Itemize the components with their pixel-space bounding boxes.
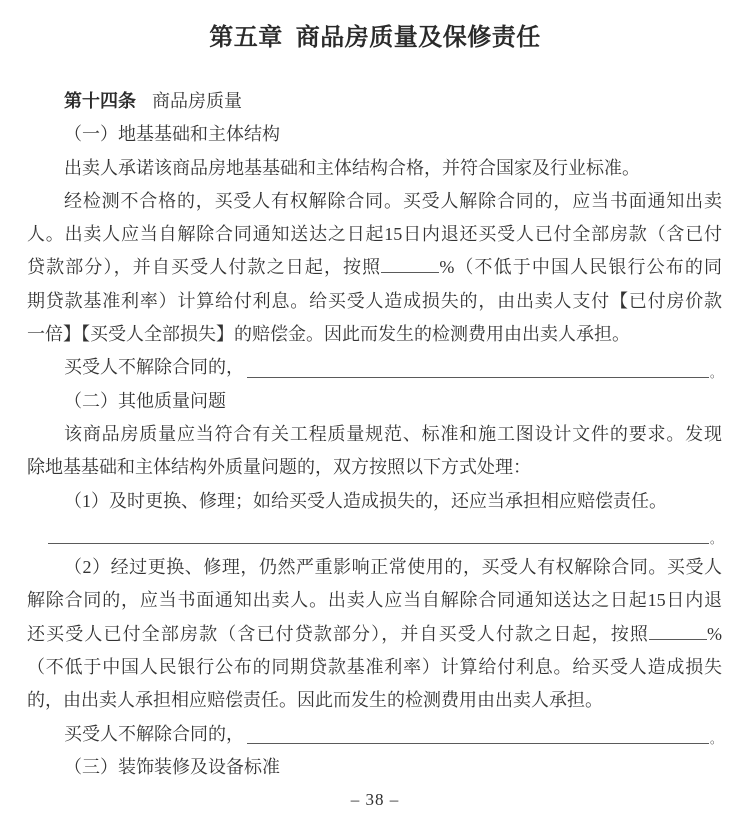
text-run: 买受人不解除合同的，	[64, 357, 244, 378]
blank-underline-field	[247, 743, 709, 744]
text-run: 商品房质量	[152, 91, 242, 111]
text-run: 买受人不解除合同的，	[64, 723, 244, 744]
period-mark: 。	[709, 731, 722, 746]
document-body	[27, 85, 722, 784]
document-line	[27, 385, 722, 418]
period-mark: 。	[709, 365, 722, 380]
page-number: – 38 –	[350, 790, 400, 809]
text-run: 解除合同的，应当书面通知出卖人。出卖人应当自解除合同通知送达之日起15日内退	[27, 590, 722, 611]
document-line	[27, 418, 722, 451]
text-run: （不低于中国人民银行公布的同期贷款基准利率）计算给付利息。给买受人造成损失	[27, 657, 722, 678]
text-run: （1）及时更换、修理；如给买受人造成损失的，还应当承担相应赔偿责任。	[64, 490, 667, 511]
document-line	[27, 118, 722, 151]
blank-underline-field	[247, 377, 709, 378]
document-line	[27, 152, 722, 185]
text-run: 除地基基础和主体结构外质量问题的，双方按照以下方式处理：	[27, 457, 531, 478]
text-run: %（不低于中国人民银行公布的同	[439, 257, 723, 278]
document-line	[27, 751, 722, 784]
document-line	[27, 618, 722, 651]
document-line	[27, 518, 722, 551]
document-line	[27, 485, 722, 518]
document-line	[27, 185, 722, 218]
text-run: %	[707, 623, 722, 644]
text-run: （三）装饰装修及设备标准	[64, 756, 280, 777]
document-line	[27, 285, 722, 318]
chapter-number: 第五章	[209, 25, 283, 51]
text-run: （二）其他质量问题	[64, 390, 226, 411]
document-line	[27, 251, 722, 284]
document-line	[27, 551, 722, 584]
text-run: 经检测不合格的，买受人有权解除合同。买受人解除合同的，应当书面通知出卖	[64, 190, 722, 211]
text-run: （一）地基基础和主体结构	[64, 124, 280, 145]
blank-underline-field	[649, 639, 707, 640]
text-run: 还买受人已付全部房款（含已付贷款部分），并自买受人付款之日起，按照	[27, 623, 649, 644]
text-run: 期贷款基准利率）计算给付利息。给买受人造成损失的，由出卖人支付【已付房价款	[27, 290, 722, 311]
text-run: 出卖人承诺该商品房地基基础和主体结构合格，并符合国家及行业标准。	[64, 157, 640, 178]
text-run: 的，由出卖人承担相应赔偿责任。因此而发生的检测费用由出卖人承担。	[27, 690, 603, 711]
document-line	[27, 651, 722, 684]
chapter-title	[0, 22, 750, 54]
document-line	[27, 684, 722, 717]
text-run: 人。出卖人应当自解除合同通知送达之日起15日内退还买受人已付全部房款（含已付	[27, 224, 722, 245]
article-number: 第十四条	[64, 91, 136, 111]
blank-underline-field	[48, 543, 709, 544]
blank-underline-field	[381, 272, 439, 273]
document-line	[27, 85, 722, 118]
document-line	[27, 318, 722, 351]
document-line	[27, 351, 722, 384]
document-line	[27, 718, 722, 751]
text-run: 该商品房质量应当符合有关工程质量规范、标准和施工图设计文件的要求。发现	[64, 423, 722, 444]
text-run: 一倍】【买受人全部损失】的赔偿金。因此而发生的检测费用由出卖人承担。	[27, 324, 630, 345]
document-line	[27, 584, 722, 617]
document-line	[27, 451, 722, 484]
text-run: 贷款部分），并自买受人付款之日起，按照	[27, 257, 382, 278]
text-run: （2）经过更换、修理，仍然严重影响正常使用的，买受人有权解除合同。买受人	[64, 557, 722, 578]
document-line	[27, 218, 722, 251]
chapter-name: 商品房质量及保修责任	[295, 25, 541, 51]
period-mark: 。	[709, 532, 722, 547]
